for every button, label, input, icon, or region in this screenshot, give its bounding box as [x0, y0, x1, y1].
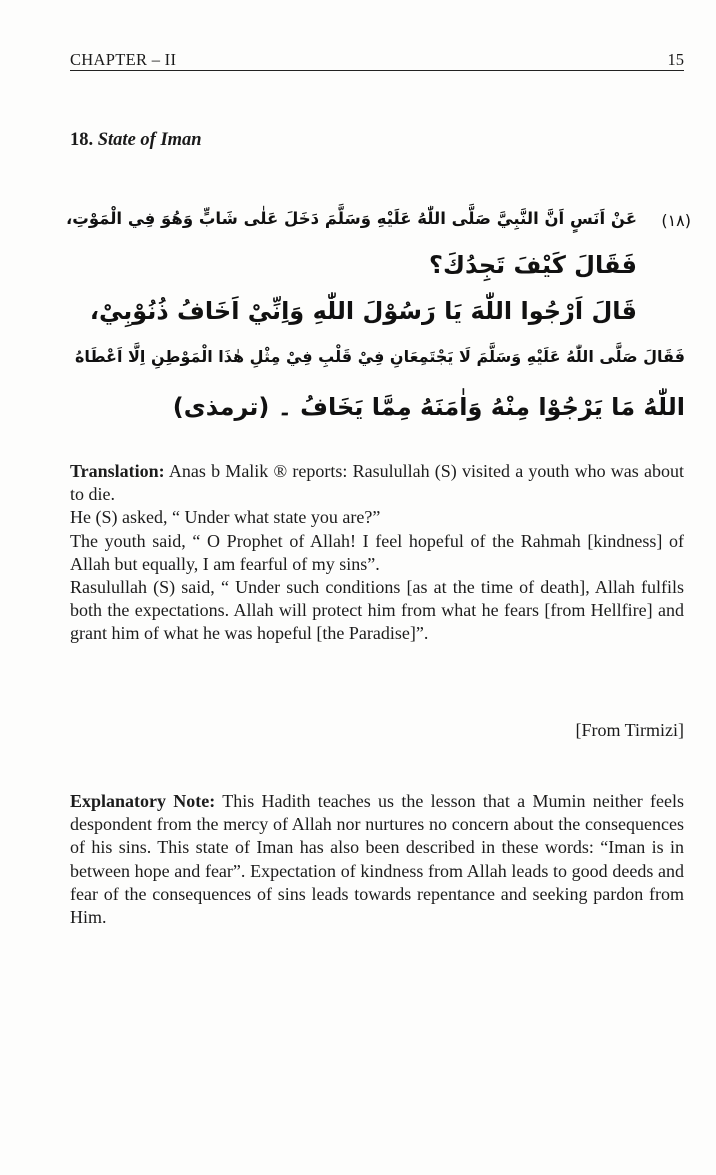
translation-paragraph-1	[70, 460, 684, 506]
running-header	[70, 50, 684, 71]
translation-line-4: Rasulullah (S) said, “ Under such conditions [as at the time of death], Allah fulfils both the expectations. Allah will protect him from what he fears [from Hellfire] and grant him of what he was hopeful [the Paradise]”.	[70, 577, 684, 644]
section-number: 18.	[70, 130, 94, 150]
explanatory-note-block	[70, 790, 684, 929]
translation-line-1: Anas b Malik ® reports: Rasulullah (S) visited a youth who was about to die.	[70, 461, 684, 505]
translation-label: Translation:	[70, 461, 165, 481]
translation-line-3: The youth said, “ O Prophet of Allah! I feel hopeful of the Rahmah [kindness] of Allah but equally, I am fearful of my sins”.	[70, 530, 684, 574]
source-reference: [From Tirmizi]	[575, 720, 684, 740]
chapter-title: CHAPTER – II	[70, 50, 177, 69]
arabic-line-1: عَنْ اَنَسٍ اَنَّ النَّبِيَّ صَلَّى اللّٰهُ عَلَيْهِ وَسَلَّمَ دَخَلَ عَلٰى شَابٍّ وَهُوَ فِي الْمَوْتِ،	[65, 209, 637, 228]
note-label: Explanatory Note:	[70, 791, 216, 811]
arabic-line-3: قَالَ اَرْجُوا اللّٰهَ يَا رَسُوْلَ اللّٰهِ وَاِنِّيْ اَخَافُ ذُنُوْبِيْ،	[89, 297, 637, 325]
section-heading	[70, 128, 202, 152]
page-number: 15	[667, 50, 684, 69]
arabic-line-4: فَقَالَ صَلَّى اللّٰهُ عَلَيْهِ وَسَلَّمَ لَا يَجْتَمِعَانِ فِيْ قَلْبِ فِيْ مِثْلِ هٰذَا الْمَوْطِنِ اِلَّا اَعْطَاهُ	[74, 347, 685, 366]
hadith-number-arabic: (١٨)	[661, 211, 691, 230]
arabic-hadith-text	[60, 190, 691, 450]
translation-line-2: He (S) asked, “ Under what state you are?”	[70, 507, 381, 528]
arabic-line-2: فَقَالَ كَيْفَ تَجِدُكَ؟	[429, 251, 637, 279]
arabic-line-5: اللّٰهُ مَا يَرْجُوْا مِنْهُ وَاٰمَنَهُ مِمَّا يَخَافُ ۔ (ترمذی)	[172, 393, 685, 421]
translation-block	[70, 460, 684, 646]
note-text: This Hadith teaches us the lesson that a Mumin neither feels despondent from the mercy of Allah nor nurtures no concern about the consequences of his sins. This state of Iman has also been described in these words: “Iman is in between hope and fear”. Expectation of kindness from Allah leads to good deeds and fear of the consequences of sins leads towards repentance and seeking pardon from Him.	[70, 791, 684, 928]
explanatory-note-paragraph	[70, 790, 684, 929]
section-title: State of Iman	[97, 130, 202, 150]
